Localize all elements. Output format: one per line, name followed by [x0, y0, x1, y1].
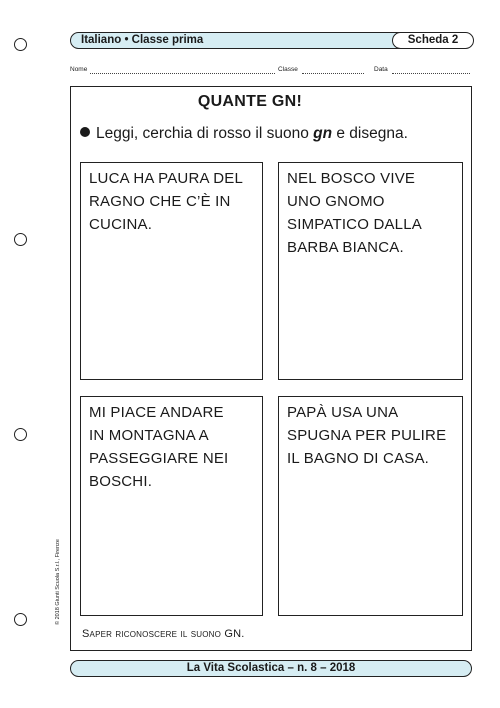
date-line[interactable]	[392, 73, 470, 74]
learning-goal: Saper riconoscere il suono GN.	[82, 628, 245, 640]
footer-bar: La Vita Scolastica – n. 8 – 2018	[70, 660, 472, 677]
sentence-box-4[interactable]	[278, 396, 463, 616]
date-label: Data	[374, 66, 388, 73]
copyright-note: © 2018 Giunti Scuola S.r.l., Firenze	[55, 539, 61, 625]
binder-hole-1	[14, 38, 27, 51]
header-bar	[70, 32, 474, 50]
bullet-icon	[80, 127, 90, 137]
binder-hole-4	[14, 613, 27, 626]
sentence-text: NEL BOSCO VIVE UNO GNOMO SIMPATICO DALLA BARBA BIANCA.	[287, 170, 422, 256]
instruction-text-2: e disegna.	[332, 125, 408, 142]
class-line[interactable]	[302, 73, 364, 74]
instruction-emphasis: gn	[313, 125, 333, 142]
sentence-box-2[interactable]	[278, 162, 463, 380]
class-label: Classe	[278, 66, 298, 73]
binder-hole-2	[14, 233, 27, 246]
sentence-box-3[interactable]	[80, 396, 263, 616]
instruction	[80, 125, 408, 143]
sheet-tag: Scheda 2	[392, 32, 474, 49]
sentence-text: PAPÀ USA UNA SPUGNA PER PULIRE IL BAGNO DI CASA.	[287, 404, 447, 467]
name-label: Nome	[70, 66, 88, 73]
sentence-box-1[interactable]	[80, 162, 263, 380]
name-line[interactable]	[90, 73, 275, 74]
instruction-text-1: Leggi, cerchia di rosso il suono	[96, 125, 314, 142]
sentence-text: LUCA HA PAURA DEL RAGNO CHE C’È IN CUCINA.	[89, 170, 244, 233]
binder-hole-3	[14, 428, 27, 441]
worksheet-title: QUANTE GN!	[197, 93, 303, 110]
sentence-text: MI PIACE ANDARE IN MONTAGNA A PASSEGGIARE NEI BOSCHI.	[89, 404, 229, 490]
subject-label: Italiano • Classe prima	[81, 34, 204, 46]
